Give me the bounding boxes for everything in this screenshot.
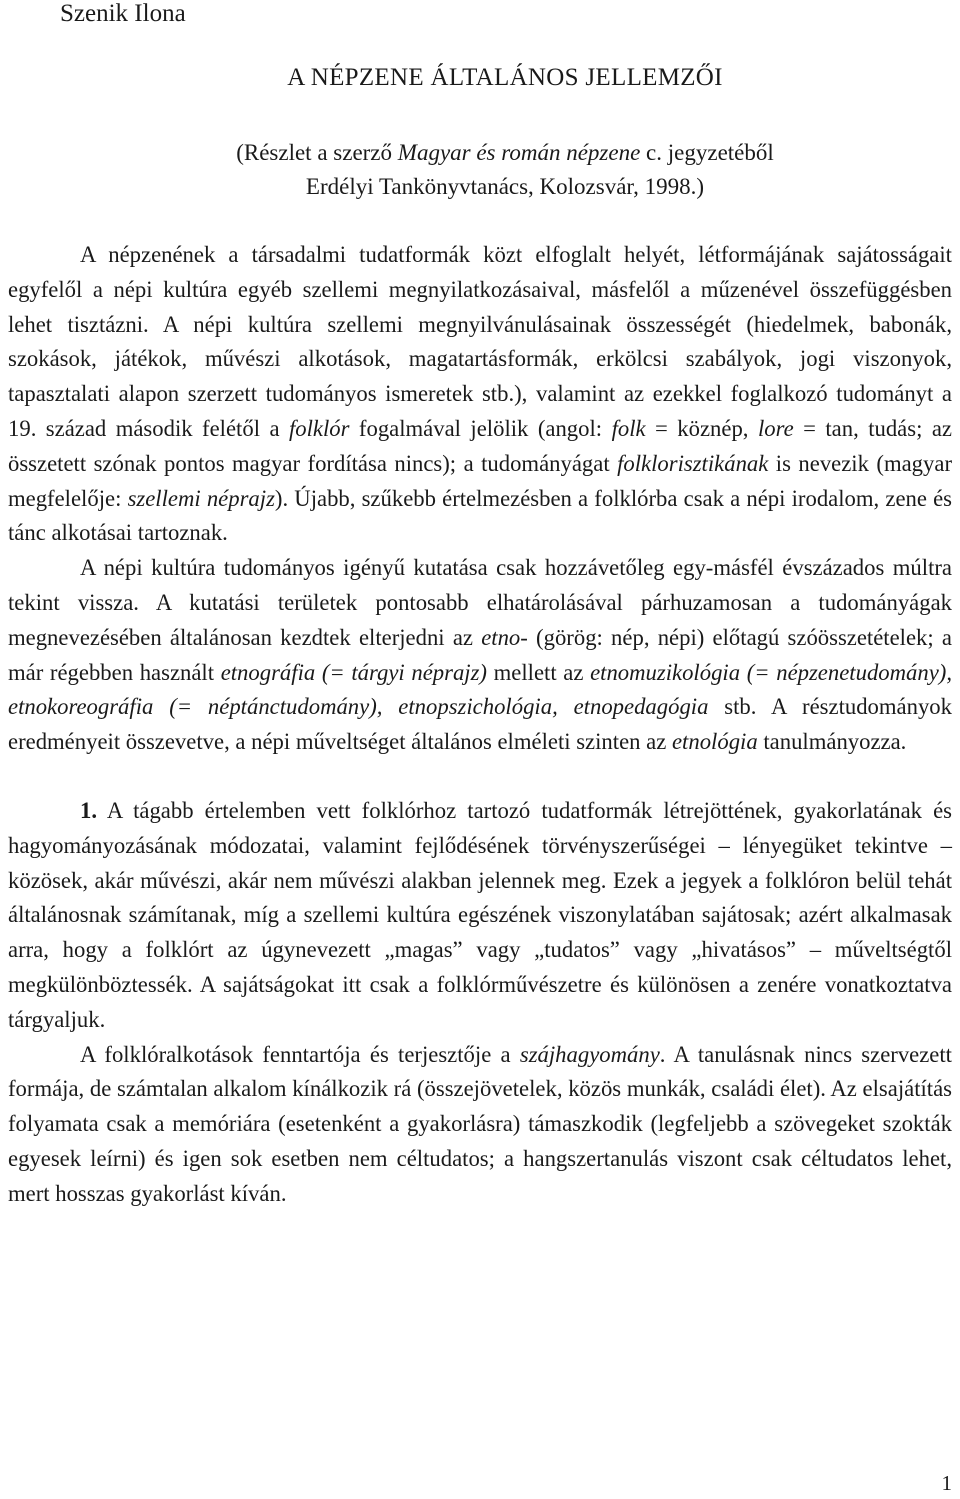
book-title: Magyar és román népzene [397, 140, 641, 165]
term: etnológia [671, 729, 758, 755]
page-number: 1 [941, 1471, 952, 1495]
text: ). Újabb, szűkebb értelmezésben a folklórba csak a népi irodalom, zene és tánc alkotásai tartoznak. [8, 485, 953, 546]
paragraph-1 [8, 238, 952, 551]
source-text: (Részlet a szerző [236, 140, 398, 165]
text: stb. A résztudományok eredményeit összevetve, a népi műveltséget általános elméleti szinten az [8, 694, 952, 755]
text: tanulmányozza. [757, 729, 907, 755]
source-text: c. jegyzetéből [640, 140, 774, 165]
text: A népi kultúra tudományos igényű kutatása csak hozzávetőleg egy-másfél évszázados múltra tekint vissza. A kutatási területek pontosabb elhatárolásával párhuzamosan a tudományágak megnevezésében általánosan kezdtek elterjedni az [8, 555, 952, 650]
text: = tan, tudás; az összetett szónak pontos magyar fordítása nincs); a tudományágat [8, 415, 952, 476]
text: fogalmával jelölik (angol: [349, 415, 612, 441]
text: (görög: nép, népi) előtagú szóösszetételek; a már régebben használt [8, 624, 952, 685]
paragraph-4 [8, 1038, 952, 1212]
body-text [8, 238, 952, 1212]
text: is nevezik (magyar megfelelője: [8, 450, 952, 511]
text: A folklóralkotások fenntartója és terjesztője a [80, 1041, 520, 1067]
term: folk [611, 415, 646, 441]
paragraph-3 [8, 794, 952, 1038]
page-title: A NÉPZENE ÁLTALÁNOS JELLEMZŐI [287, 64, 723, 91]
term: szájhagyomány [519, 1041, 660, 1067]
paragraph-2 [8, 551, 952, 760]
term: etno- [481, 624, 528, 650]
text: mellett az [487, 659, 591, 685]
term: lore [757, 415, 794, 441]
source-line-1 [50, 136, 960, 170]
term: folklorisztikának [617, 450, 769, 476]
author: Szenik Ilona [60, 0, 186, 27]
text: A népzenének a társadalmi tudatformák közt elfoglalt helyét, létformájának sajátosságait egyfelől a népi kultúra egyéb szellemi megnyilatkozásaival, másfelől a műzenével összefüggésben lehet tisztázni. A népi kultúra szellemi megnyilvánulásainak összességét (hiedelmek, babonák, szokások, játékok, művészi alkotások, magatartásformák, erkölcsi szabályok, jogi viszonyok, tapasztalati alapon szerzett tudományos ismeretek stb.), valamint az ezekkel foglalkozó tudományt a 19. század második felétől a [8, 242, 952, 441]
text: = köznép, [645, 415, 758, 441]
section-number: 1. [80, 797, 98, 823]
term: etnomuzikológia (= népzenetudomány), etnokoreográfia (= néptánctudomány), etnopszichológia, etnopedagógia [8, 659, 952, 720]
term: folklór [288, 415, 350, 441]
text: . A tanulásnak nincs szervezett formája, de számtalan alkalom kínálkozik rá (összejövetelek, közös munkák, családi élet). Az elsajátítás folyamata csak a memóriára (esetenként a gyakorlásra) támaszkodik (legfeljebb a szövegeket szokták egyesek leírni) és igen sok esetben nem céltudatos; a hangszertanulás viszont csak céltudatos lehet, mert hosszas gyakorlást kíván. [8, 1041, 952, 1206]
term: etnográfia (= tárgyi néprajz) [220, 659, 487, 685]
source-line-2: Erdélyi Tankönyvtanács, Kolozsvár, 1998.) [305, 174, 705, 199]
source-note [0, 136, 960, 204]
text: A tágabb értelemben vett folklórhoz tartozó tudatformák létrejöttének, gyakorlatának és hagyományozásának módozatai, valamint fejlődésének törvényszerűségei – lényegüket tekintve – közösek, akár művészi, akár nem művészi alakban jelennek meg. Ezek a jegyek a folklóron belül tehát általánosnak számítanak, míg a szellemi kultúra egészének viszonylatában sajátosak; azért alkalmasak arra, hogy a folklórt az úgynevezett „magas” vagy „tudatos” vagy „hivatásos” – műveltségtől megkülönböztessék. A sajátságokat itt csak a folklórművészetre és különösen a zenére vonatkoztatva tárgyaljuk. [8, 797, 952, 1032]
term: szellemi néprajz [127, 485, 275, 511]
